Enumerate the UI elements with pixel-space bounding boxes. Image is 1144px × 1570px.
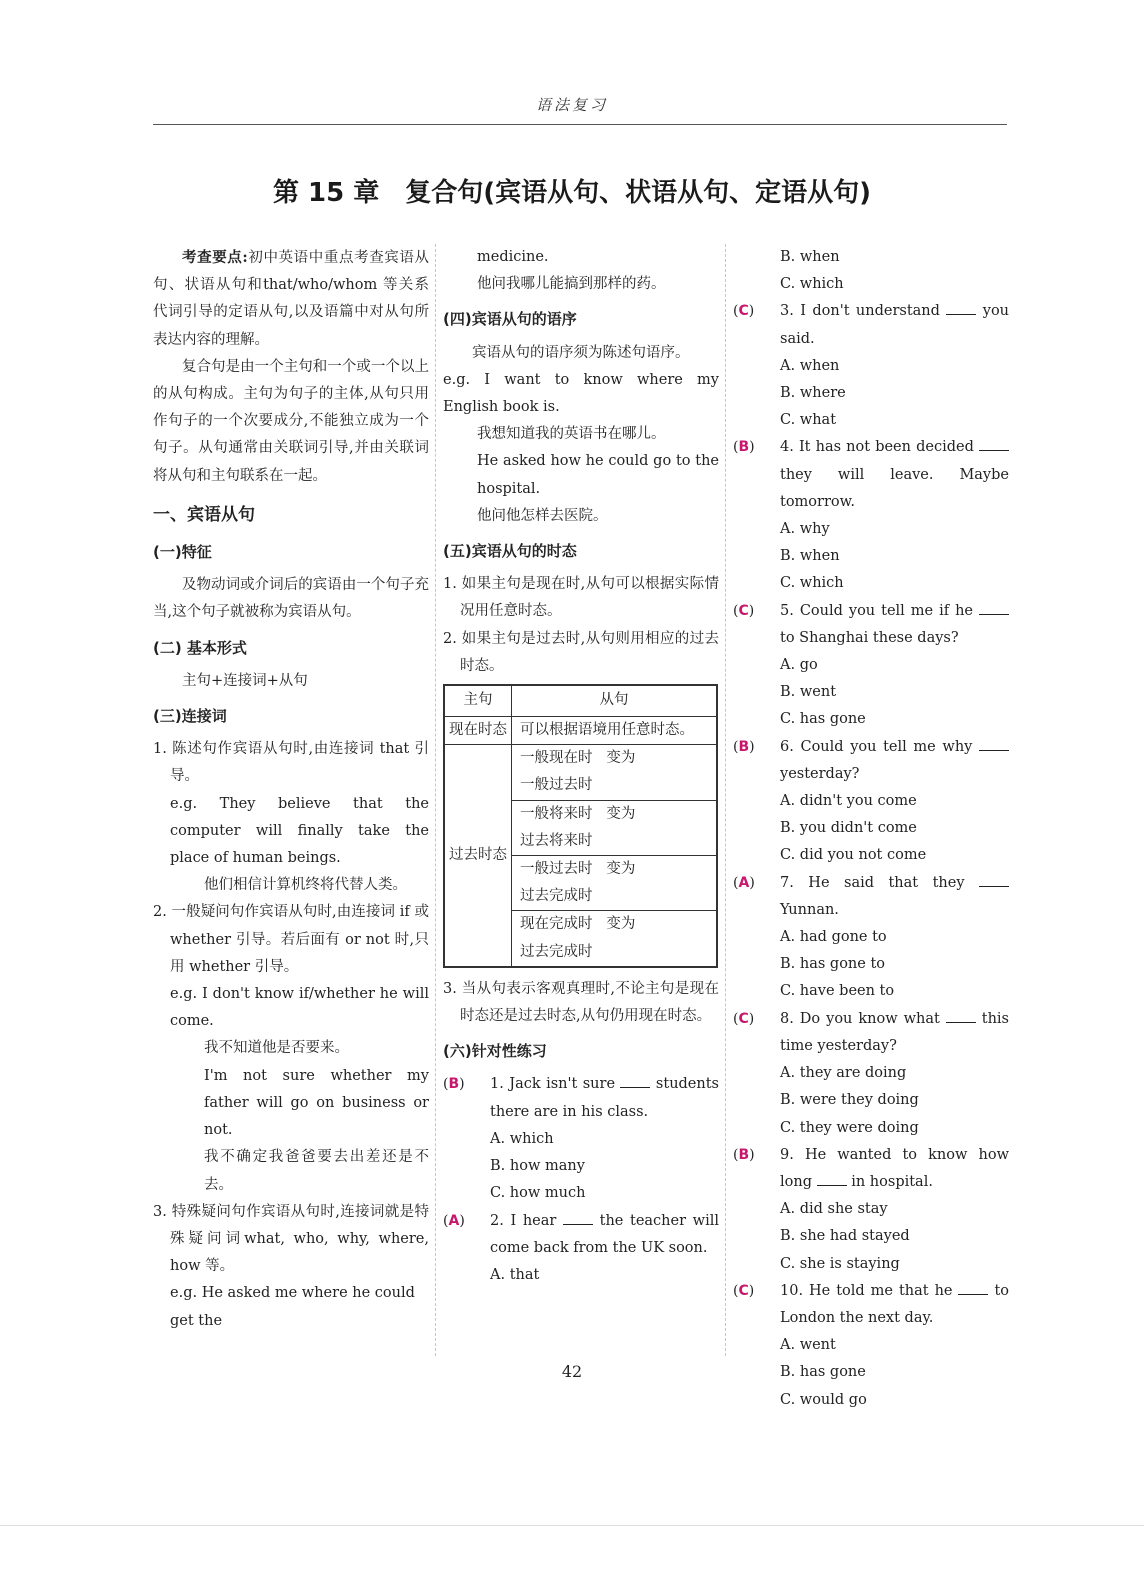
option: A. that	[490, 1266, 540, 1283]
list-item: 3. 当从句表示客观真理时,不论主句是现在时态还是过去时态,从句仍用现在时态。	[443, 980, 719, 1025]
option: A. they are doing	[780, 1065, 907, 1082]
table-cell: 过去时态	[444, 745, 512, 967]
footer-rule	[0, 1525, 1144, 1526]
option: B. has gone	[780, 1364, 866, 1381]
answer-blank	[946, 1008, 976, 1023]
question: (B) 4. It has not been decided they will leave. Maybe tomorrow.	[733, 434, 1009, 516]
option: C. which	[780, 276, 844, 293]
example-en: e.g. I want to know where my English book is.	[443, 371, 719, 416]
answer-blank	[563, 1210, 593, 1225]
paragraph: 主句+连接词+从句	[182, 672, 308, 689]
example-cn: 他问我哪儿能搞到那样的药。	[477, 276, 666, 293]
table-row	[444, 717, 717, 745]
table-cell: 一般现在时 变为 一般过去时	[512, 745, 718, 800]
subsection-title: (五)宾语从句的时态	[443, 542, 577, 561]
list-item: 2. 一般疑问句作宾语从句时,由连接词 if 或 whether 引导。若后面有 or not 时,只用 whether 引导。	[153, 904, 429, 975]
key-points	[153, 244, 429, 354]
table-cell: 现在时态	[444, 717, 512, 745]
answer-blank	[958, 1280, 988, 1295]
example-cn: 他们相信计算机终将代替人类。	[204, 877, 407, 894]
example-en: e.g. They believe that the computer will finally take the place of human beings.	[170, 795, 429, 867]
option: B. where	[780, 385, 846, 402]
option: C. would go	[780, 1391, 867, 1408]
example-en: e.g. He asked me where he could get the	[170, 1285, 415, 1329]
table-row	[444, 745, 717, 800]
table-header-row	[444, 685, 717, 717]
option: A. did she stay	[780, 1201, 888, 1218]
answer-blank	[979, 600, 1009, 615]
option: B. when	[780, 548, 840, 565]
option: A. didn't you come	[780, 793, 917, 810]
option: C. have been to	[780, 983, 895, 1000]
answer-blank	[979, 872, 1009, 887]
list-item: 1. 如果主句是现在时,从句可以根据实际情况用任意时态。	[443, 576, 719, 620]
chapter-name: 复合句(宾语从句、状语从句、定语从句)	[405, 178, 872, 208]
example-en: He asked how he could go to the hospital.	[477, 453, 719, 497]
question: (B) 6. Could you tell me why yesterday?	[733, 734, 1009, 788]
key-points-text: 初中英语中重点考查宾语从句、状语从句和that/who/whom 等关系代词引导的定语从句,以及语篇中对从句所表达内容的理解。	[153, 250, 429, 348]
answer-blank	[979, 736, 1009, 751]
example-cn: 我想知道我的英语书在哪儿。	[477, 426, 666, 443]
paragraph: 宾语从句的语序须为陈述句语序。	[472, 344, 690, 361]
question: (C) 5. Could you tell me if he to Shanghai these days?	[733, 598, 1009, 652]
list-item: 3. 特殊疑问句作宾语从句时,连接词就是特殊疑问词what, who, why, where, how 等。	[153, 1203, 429, 1275]
question: (B) 9. He wanted to know how long in hospital.	[733, 1142, 1009, 1196]
option: C. how much	[490, 1185, 586, 1202]
key-points-label: 考查要点:	[182, 249, 248, 266]
option: B. has gone to	[780, 956, 886, 973]
option: A. went	[780, 1337, 836, 1354]
subsection-title: (三)连接词	[153, 707, 227, 726]
answer-mark: (B)	[733, 439, 755, 456]
option: C. what	[780, 412, 837, 429]
answer-mark: (B)	[733, 738, 755, 755]
option: B. you didn't come	[780, 820, 917, 837]
answer-mark: (C)	[733, 1010, 755, 1027]
tense-table	[443, 684, 718, 968]
subsection-title: (一)特征	[153, 543, 212, 562]
example-cn: 我不知道他是否要来。	[204, 1040, 349, 1057]
option: C. did you not come	[780, 847, 927, 864]
option: A. why	[780, 521, 830, 538]
table-cell: 可以根据语境用任意时态。	[512, 717, 718, 745]
table-cell: 一般过去时 变为 过去完成时	[512, 856, 718, 911]
column-left	[153, 244, 429, 1335]
answer-mark: (B)	[733, 1146, 755, 1163]
option: C. they were doing	[780, 1119, 919, 1136]
chapter-title	[0, 172, 1144, 209]
column-divider	[435, 244, 436, 1356]
column-right	[733, 244, 1009, 1414]
question: (A) 2. I hear the teacher will come back from the UK soon.	[443, 1208, 719, 1262]
example-cn: 我不确定我爸爸要去出差还是不去。	[204, 1149, 429, 1193]
question: (A) 7. He said that they Yunnan.	[733, 870, 1009, 924]
table-cell: 现在完成时 变为 过去完成时	[512, 911, 718, 967]
running-head: 语法复习	[535, 96, 608, 114]
answer-mark: (A)	[733, 874, 755, 891]
column-divider	[725, 244, 726, 1356]
option: B. how many	[490, 1158, 585, 1175]
answer-mark: (B)	[443, 1076, 465, 1093]
question: (C) 8. Do you know what this time yesterday?	[733, 1006, 1009, 1060]
question: (C) 3. I don't understand you said.	[733, 298, 1009, 352]
table-cell: 一般将来时 变为 过去将来时	[512, 800, 718, 855]
answer-blank	[979, 436, 1009, 451]
list-item: 1. 陈述句作宾语从句时,由连接词 that 引导。	[153, 741, 429, 785]
answer-mark: (C)	[733, 303, 755, 320]
option: C. she is staying	[780, 1255, 900, 1272]
option: B. when	[780, 249, 840, 265]
header-rule	[153, 124, 1007, 125]
option: A. had gone to	[780, 929, 887, 946]
section-title: 一、宾语从句	[153, 504, 255, 525]
chapter-number: 第 15 章	[272, 178, 380, 208]
option: C. which	[780, 575, 844, 592]
example-en: medicine.	[477, 249, 549, 265]
page-number: 42	[561, 1362, 583, 1381]
answer-blank	[946, 300, 976, 315]
question: (B) 1. Jack isn't sure students there are in his class.	[443, 1071, 719, 1125]
column-middle	[443, 244, 719, 1289]
answer-mark: (C)	[733, 1282, 755, 1299]
answer-blank	[817, 1171, 847, 1186]
option: A. when	[780, 357, 840, 374]
table-header-main: 主句	[444, 685, 512, 717]
example-en: e.g. I don't know if/whether he will come.	[170, 986, 429, 1030]
example-cn: 他问他怎样去医院。	[477, 507, 608, 524]
subsection-title: (四)宾语从句的语序	[443, 310, 577, 329]
option: C. has gone	[780, 711, 866, 728]
subsection-title: (二) 基本形式	[153, 638, 247, 657]
option: B. she had stayed	[780, 1228, 910, 1245]
answer-blank	[620, 1073, 650, 1088]
answer-mark: (A)	[443, 1212, 465, 1229]
answer-mark: (C)	[733, 602, 755, 619]
option: A. which	[490, 1130, 554, 1147]
question: (C) 10. He told me that he to London the next day.	[733, 1278, 1009, 1332]
option: B. went	[780, 684, 837, 701]
example-en: I'm not sure whether my father will go on business or not.	[204, 1067, 429, 1139]
paragraph: 及物动词或介词后的宾语由一个句子充当,这个句子就被称为宾语从句。	[153, 577, 429, 621]
table-header-clause: 从句	[512, 685, 718, 717]
intro-paragraph: 复合句是由一个主句和一个或一个以上的从句构成。主句为句子的主体,从句只用作句子的一个次要成分,不能独立成为一个句子。从句通常由关联词引导,并由关联词将从句和主句联系在一起。	[153, 358, 429, 484]
subsection-title: (六)针对性练习	[443, 1042, 547, 1061]
option: B. were they doing	[780, 1092, 919, 1109]
option: A. go	[780, 657, 818, 674]
list-item: 2. 如果主句是过去时,从句则用相应的过去时态。	[443, 630, 719, 674]
